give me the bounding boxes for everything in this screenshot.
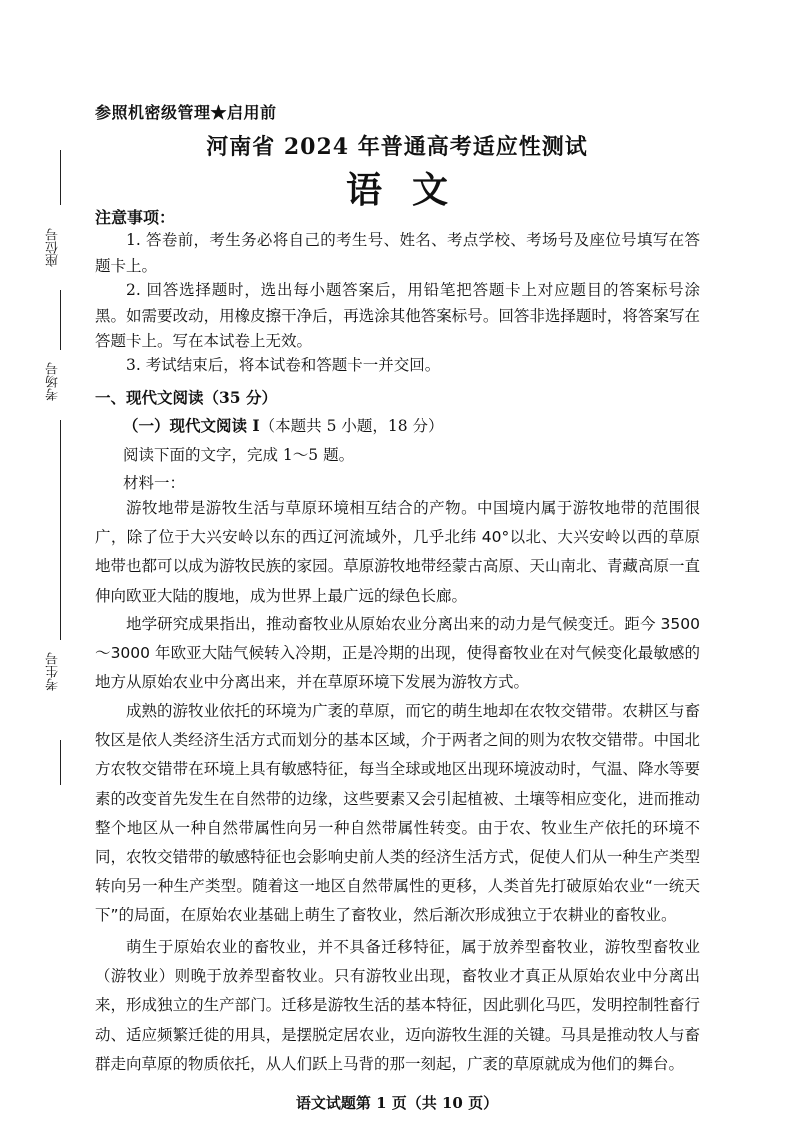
candidate-number-label: 考生号 (46, 652, 61, 691)
notice-item: 1. 答卷前，考生务必将自己的考生号、姓名、考点学校、考场号及座位号填写在答题卡上。 (95, 231, 700, 275)
notice-item: 3. 考试结束后，将本试卷和答题卡一并交回。 (126, 356, 441, 374)
notice-item: 2. 回答选择题时，选出每小题答案后，用铅笔把答题卡上对应题目的答案标号涂黑。如需要改动，用橡皮擦干净后，再选涂其他答案标号。回答非选择题时，将答案写在答题卡上。写在本试卷上无效。 (95, 281, 700, 350)
binding-line (60, 740, 61, 785)
page-number: 语文试题第 1 页（共 10 页） (295, 1094, 499, 1112)
subject-title: 语文 (345, 169, 478, 211)
exam-room-label: 考场号 (46, 362, 61, 401)
part-title: （一）现代文阅读 I (123, 416, 260, 435)
body-paragraph: 地学研究成果指出，推动畜牧业从原始农业分离出来的动力是气候变迁。距今 3500～3000 年欧亚大陆气候转入冷期，正是冷期的出现，使得畜牧业在对气候变化最敏感的地方从原始农业中分离出来，并在草原环境下发展为游牧方式。 (95, 615, 700, 692)
notice-heading: 注意事项： (95, 208, 176, 227)
reading-instruction: 阅读下面的文字，完成 1～5 题。 (123, 446, 355, 464)
seat-number-label: 座位号 (46, 228, 61, 267)
secret-level-mark: 参照机密级管理★启用前 (95, 103, 277, 122)
section-heading: 一、现代文阅读（35 分） (95, 388, 277, 407)
part-heading (123, 414, 444, 436)
body-paragraph: 成熟的游牧业依托的环境为广袤的草原，而它的萌生地却在农牧交错带。农耕区与畜牧区是依人类经济生活方式而划分的基本区域，介于两者之间的则为农牧交错带。中国北方农牧交错带在环境上具有敏感特征，每当全球或地区出现环境波动时，气温、降水等要素的改变首先发生在自然带的边缘，这些要素又会引起植被、土壤等相应变化，进而推动整个地区从一种自然带属性向另一种自然带属性转变。由于农、牧业生产依托的环境不同，农牧交错带的敏感特征也会影响史前人类的经济生活方式，促使人们从一种生产类型转向另一种生产类型。随着这一地区自然带属性的更移，人类首先打破原始农业“一统天下”的局面，在原始农业基础上萌生了畜牧业，然后渐次形成独立于农耕业的畜牧业。 (95, 702, 700, 925)
material-label: 材料一： (123, 474, 186, 492)
part-info: （本题共 5 小题，18 分） (259, 417, 444, 435)
binding-line (60, 420, 61, 640)
body-paragraph: 游牧地带是游牧生活与草原环境相互结合的产物。中国境内属于游牧地带的范围很广，除了位于大兴安岭以东的西辽河流域外，几乎北纬 40°以北、大兴安岭以西的草原地带也都可以成为游牧民族的家园。草原游牧地带经蒙古高原、天山南北、青藏高原一直伸向欧亚大陆的腹地，成为世界上最广远的绿色长廊。 (95, 499, 700, 605)
exam-title: 河南省 2024 年普通高考适应性测试 (206, 134, 588, 160)
body-paragraph: 萌生于原始农业的畜牧业，并不具备迁移特征，属于放养型畜牧业，游牧型畜牧业（游牧业）则晚于放养型畜牧业。只有游牧业出现，畜牧业才真正从原始农业中分离出来，形成独立的生产部门。迁移是游牧生活的基本特征，因此驯化马匹，发明控制牲畜行动、适应频繁迁徙的用具，是摆脱定居农业，迈向游牧生涯的关键。马具是推动牧人与畜群走向草原的物质依托，从人们跃上马背的那一刻起，广袤的草原就成为他们的舞台。 (95, 938, 700, 1073)
binding-line (60, 290, 61, 350)
